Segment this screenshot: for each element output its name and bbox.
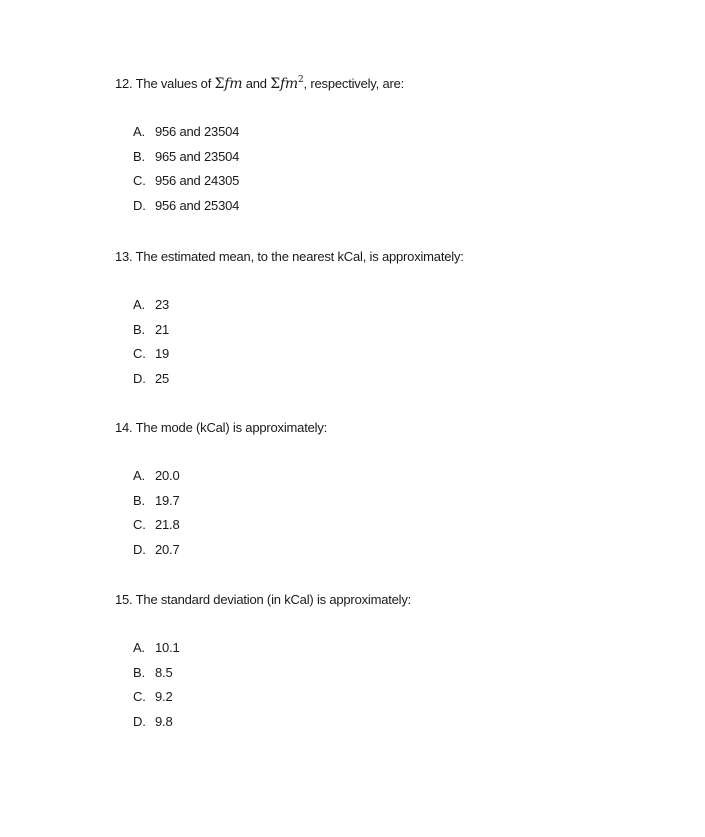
- choice-c[interactable]: C. 9.2: [133, 689, 173, 704]
- question-stem: [115, 76, 404, 92]
- choice-a[interactable]: A. 956 and 23504: [133, 124, 240, 139]
- choice-a[interactable]: A. 23: [133, 297, 170, 312]
- choice-d[interactable]: D. 25: [133, 370, 170, 386]
- stem-connector: and: [245, 76, 267, 91]
- choice-b[interactable]: B. 965 and 23504: [133, 148, 240, 164]
- sum-fm-formula: Σfm: [214, 76, 243, 92]
- choice-a[interactable]: A. 20.0: [133, 468, 180, 483]
- choice-b[interactable]: B. 19.7: [133, 492, 180, 508]
- question-stem: [115, 592, 411, 607]
- stem-text: The mode (kCal) is approximately:: [135, 420, 328, 435]
- stem-suffix: , respectively, are:: [303, 76, 405, 91]
- stem-text: The estimated mean, to the nearest kCal, is approximately:: [135, 249, 464, 264]
- answer-choices: [133, 640, 180, 738]
- sum-fm-squared-formula: Σfm$^2$: [270, 75, 304, 92]
- choice-c[interactable]: C. 21.8: [133, 517, 180, 532]
- choice-d[interactable]: D. 9.8: [133, 713, 173, 729]
- answer-choices: [133, 468, 180, 566]
- stem-text: The values of: [135, 76, 212, 91]
- question-number: 15.: [115, 592, 133, 607]
- question-number: 12.: [115, 76, 133, 91]
- choice-d[interactable]: D. 956 and 25304: [133, 197, 240, 213]
- stem-text: The standard deviation (in kCal) is approximately:: [135, 592, 412, 607]
- answer-choices: [133, 297, 169, 395]
- question-number: 14.: [115, 420, 133, 435]
- question-number: 13.: [115, 249, 133, 264]
- question-stem: [115, 420, 327, 435]
- choice-a[interactable]: A. 10.1: [133, 640, 180, 655]
- choice-d[interactable]: D. 20.7: [133, 541, 180, 557]
- choice-b[interactable]: B. 8.5: [133, 664, 173, 680]
- choice-c[interactable]: C. 956 and 24305: [133, 173, 240, 188]
- question-stem: [115, 249, 464, 264]
- choice-c[interactable]: C. 19: [133, 346, 170, 361]
- choice-b[interactable]: B. 21: [133, 321, 170, 337]
- answer-choices: [133, 124, 239, 222]
